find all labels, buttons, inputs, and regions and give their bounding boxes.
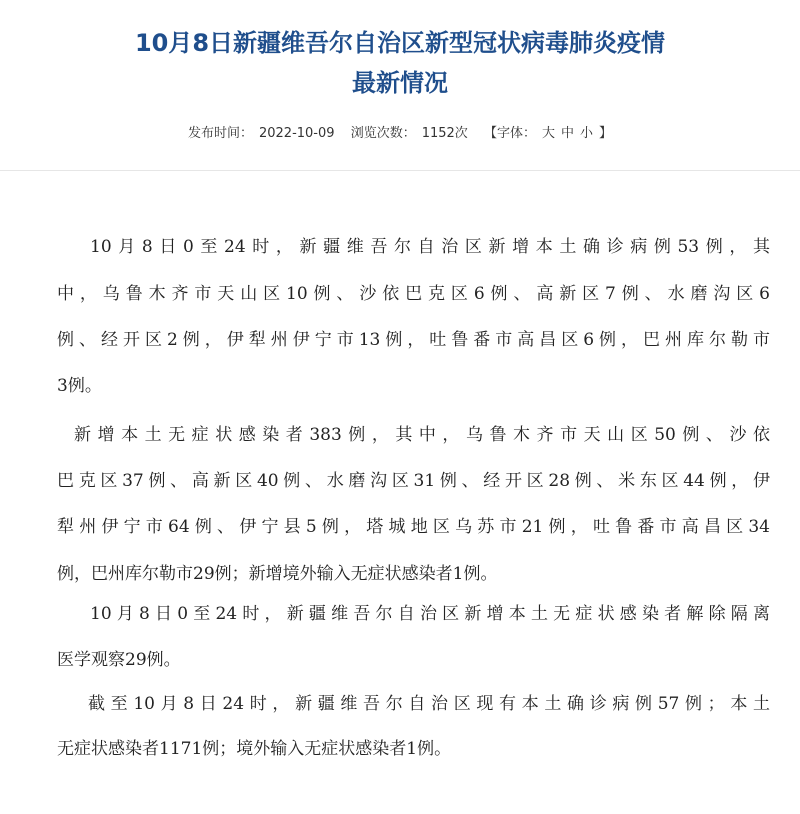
body-line: 犁州伊宁市64例、伊宁县5例，塔城地区乌苏市21例，吐鲁番市高昌区34 [57, 517, 770, 537]
publish-label: 发布时间： [187, 126, 253, 141]
article-title-line-2: 最新情况 [352, 69, 448, 97]
font-label: 【字体： [483, 126, 536, 141]
views-label: 浏览次数： [350, 126, 416, 141]
body-line: 医学观察29例。 [57, 650, 181, 670]
publish-info [185, 126, 338, 141]
body-line: 例、经开区2例，伊犁州伊宁市13例，吐鲁番市高昌区6例，巴州库尔勒市 [57, 330, 770, 350]
body-line: 中，乌鲁木齐市天山区10例、沙依巴克区6例、高新区7例、水磨沟区6 [57, 284, 770, 304]
body-line: 巴克区37例、高新区40例、水磨沟区31例、经开区28例、米东区44例，伊 [57, 471, 770, 491]
body-line: 3例。 [57, 376, 102, 396]
article-title-line-1: 10月8日新疆维吾尔自治区新型冠状病毒肺炎疫情 [134, 29, 666, 57]
views-count: 1152次 [421, 126, 468, 141]
font-large-link[interactable]: 大 [541, 126, 555, 141]
body-line: 截至10月8日24时，新疆维吾尔自治区现有本土确诊病例57例；本土 [88, 694, 770, 714]
font-size-selector [481, 126, 615, 141]
publish-date: 2022-10-09 [258, 126, 335, 141]
font-small-link[interactable]: 小 [579, 126, 593, 141]
font-close-bracket: 】 [599, 126, 613, 141]
views-info [348, 126, 471, 141]
body-line: 10月8日0至24时，新疆维吾尔自治区新增本土确诊病例53例，其 [90, 237, 770, 257]
header-divider [0, 170, 800, 171]
body-line: 例，巴州库尔勒市29例；新增境外输入无症状感染者1例。 [57, 564, 498, 584]
article-meta [0, 125, 800, 143]
body-line: 无症状感染者1171例；境外输入无症状感染者1例。 [57, 739, 452, 759]
font-medium-link[interactable]: 中 [560, 126, 574, 141]
body-line: 新增本土无症状感染者383例，其中，乌鲁木齐市天山区50例、沙依 [74, 425, 770, 445]
body-line: 10月8日0至24时，新疆维吾尔自治区新增本土无症状感染者解除隔离 [90, 604, 770, 624]
